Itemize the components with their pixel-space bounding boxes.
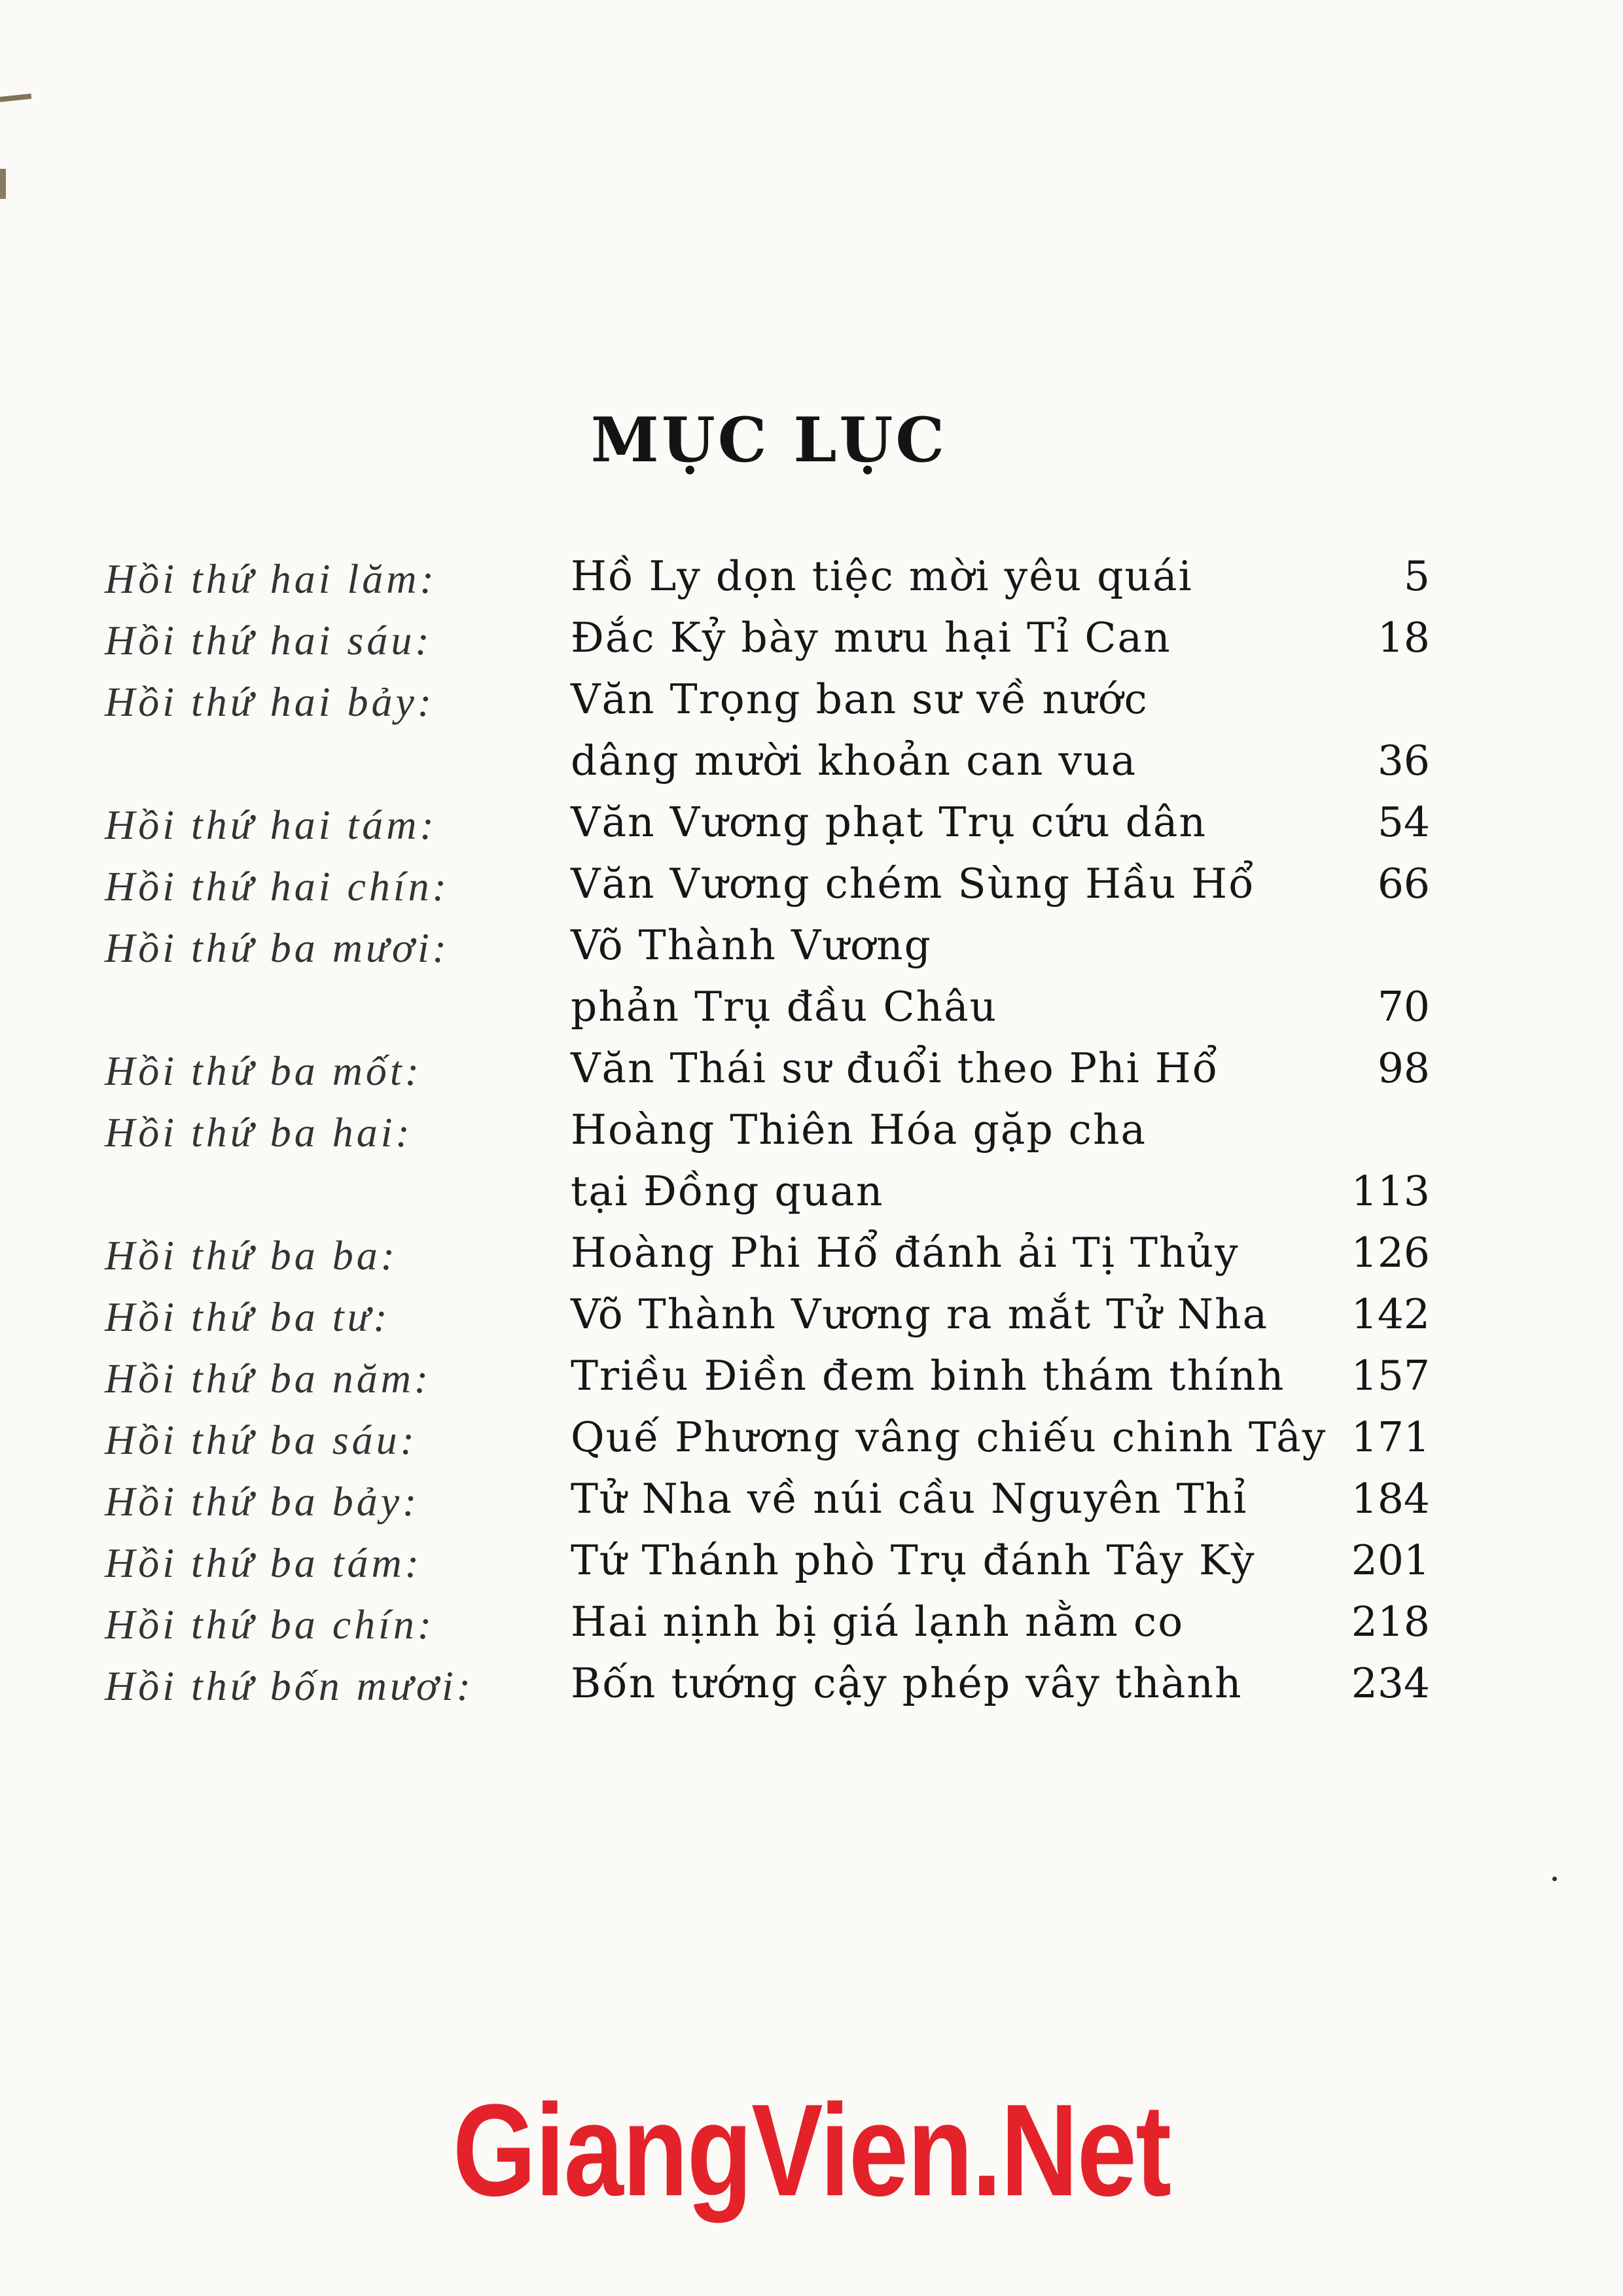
toc-row xyxy=(0,734,1623,796)
toc-entry-label: Hồi thứ ba mươi: xyxy=(105,925,450,971)
toc-row xyxy=(0,1288,1623,1349)
toc-entry-page-number: 157 xyxy=(1351,1352,1430,1400)
toc-entry-label: Hồi thứ hai sáu: xyxy=(105,617,433,663)
toc-entry-label: Hồi thứ hai bảy: xyxy=(105,679,435,725)
toc-entry-title: Văn Vương phạt Trụ cứu dân xyxy=(571,798,1207,846)
toc-entry-page-number: 113 xyxy=(1351,1167,1430,1215)
toc-entry-page-number: 126 xyxy=(1351,1229,1430,1277)
toc-entry-label: Hồi thứ hai lăm: xyxy=(105,556,437,602)
watermark: GiangVien.Net xyxy=(452,2077,1171,2223)
toc-row xyxy=(0,919,1623,980)
toc-row xyxy=(0,1472,1623,1534)
toc-entry-page-number: 5 xyxy=(1403,552,1430,600)
toc-entry-title: Quế Phương vâng chiếu chinh Tây xyxy=(571,1413,1327,1461)
toc-entry-page-number: 171 xyxy=(1351,1413,1430,1461)
toc-row xyxy=(0,1103,1623,1165)
toc-row xyxy=(0,980,1623,1042)
toc-entry-title: Văn Vương chém Sùng Hầu Hổ xyxy=(571,860,1255,908)
toc-entry-title: phản Trụ đầu Châu xyxy=(571,983,998,1031)
toc-entry-label: Hồi thứ ba ba: xyxy=(105,1232,398,1279)
toc-row xyxy=(0,1595,1623,1657)
toc-entry-label: Hồi thứ ba mốt: xyxy=(105,1048,422,1094)
toc-entry-title: Bốn tướng cậy phép vây thành xyxy=(571,1659,1243,1707)
toc-row xyxy=(0,673,1623,734)
toc-entry-title: Hoàng Thiên Hóa gặp cha xyxy=(571,1106,1147,1154)
toc-entry-title: Văn Thái sư đuổi theo Phi Hổ xyxy=(571,1044,1219,1092)
toc-entry-title: Võ Thành Vương ra mắt Tử Nha xyxy=(571,1290,1269,1338)
toc-entry-label: Hồi thứ ba chín: xyxy=(105,1601,435,1648)
toc-entry-page-number: 70 xyxy=(1377,983,1430,1031)
toc-row xyxy=(0,857,1623,919)
toc-entry-title: Hai nịnh bị giá lạnh nằm co xyxy=(571,1598,1185,1646)
toc-entry-page-number: 66 xyxy=(1377,860,1430,908)
toc-entry-label: Hồi thứ hai tám: xyxy=(105,802,437,848)
toc-entry-title: Tứ Thánh phò Trụ đánh Tây Kỳ xyxy=(571,1536,1256,1584)
toc-entry-page-number: 234 xyxy=(1351,1659,1430,1707)
toc-entry-page-number: 18 xyxy=(1377,614,1430,662)
toc-row xyxy=(0,1165,1623,1226)
toc-entry-label: Hồi thứ hai chín: xyxy=(105,863,450,910)
toc-entry-label: Hồi thứ ba tám: xyxy=(105,1540,422,1586)
toc-entry-title: Hoàng Phi Hổ đánh ải Tị Thủy xyxy=(571,1229,1240,1277)
toc-row xyxy=(0,1042,1623,1103)
toc-entry-title: Tử Nha về núi cầu Nguyên Thỉ xyxy=(571,1475,1248,1523)
toc-entry-label: Hồi thứ ba sáu: xyxy=(105,1417,418,1463)
toc-entry-title: Võ Thành Vương xyxy=(571,921,932,969)
toc-entry-page-number: 201 xyxy=(1351,1536,1430,1584)
toc-entry-label: Hồi thứ ba bảy: xyxy=(105,1478,420,1525)
toc-row xyxy=(0,1226,1623,1288)
toc-row xyxy=(0,611,1623,673)
toc-entry-page-number: 142 xyxy=(1351,1290,1430,1338)
toc-entry-title: Triều Điền đem binh thám thính xyxy=(571,1352,1285,1400)
toc-entry-label: Hồi thứ ba tư: xyxy=(105,1294,391,1340)
toc-row xyxy=(0,550,1623,611)
toc-entry-title: Đắc Kỷ bày mưu hại Tỉ Can xyxy=(571,614,1171,662)
toc-entry-page-number: 36 xyxy=(1377,737,1430,785)
table-of-contents xyxy=(0,550,1623,1718)
paper-speck xyxy=(1552,1877,1557,1881)
toc-entry-page-number: 184 xyxy=(1351,1475,1430,1523)
toc-entry-page-number: 54 xyxy=(1377,798,1430,846)
toc-entry-title: dâng mười khoản can vua xyxy=(571,737,1137,785)
toc-entry-label: Hồi thứ bốn mươi: xyxy=(105,1663,474,1709)
toc-row xyxy=(0,1349,1623,1411)
toc-row xyxy=(0,1534,1623,1595)
page-edge-mark xyxy=(0,94,31,102)
toc-entry-label: Hồi thứ ba hai: xyxy=(105,1109,413,1156)
toc-entry-title: Hồ Ly dọn tiệc mời yêu quái xyxy=(571,552,1193,600)
toc-row xyxy=(0,796,1623,857)
page-title: MỤC LỤC xyxy=(590,404,948,476)
toc-row xyxy=(0,1411,1623,1472)
toc-entry-page-number: 218 xyxy=(1351,1598,1430,1646)
toc-row xyxy=(0,1657,1623,1718)
toc-entry-page-number: 98 xyxy=(1377,1044,1430,1092)
toc-entry-title: Văn Trọng ban sư về nước xyxy=(571,675,1149,723)
page-edge-mark xyxy=(0,169,6,199)
toc-entry-label: Hồi thứ ba năm: xyxy=(105,1355,432,1402)
toc-entry-title: tại Đồng quan xyxy=(571,1167,884,1215)
